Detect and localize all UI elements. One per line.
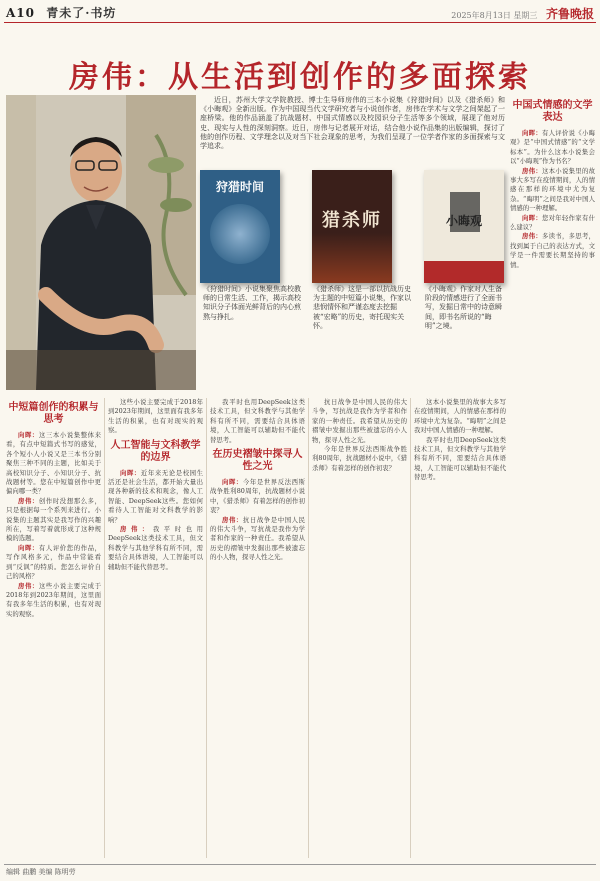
- header-rule: [4, 22, 596, 23]
- book-cover-1: [200, 170, 280, 283]
- column-3: 我平时也用DeepSeek这类技术工具，但文科教学与其他学科有所不同，需要结合具体语境，人工智能可以辅助但不能代替思考。 在历史褶皱中探寻人性之光 向晖：今年是世界反法西斯战争胜利80周年，抗战题材小说中，《猎杀师》有着怎样的创作初衷？ 房伟：抗日战争是中国人民的伟大斗争，写抗战是我作为学者和作家的一种责任。我希望从历史的褶皱中发掘出那些被遗忘的小人物，探寻人性之光。: [210, 398, 305, 562]
- column-2: 这些小说主要完成于2018年到2023年期间，这里面有我多年生活的积累，也有对现实的观察。 人工智能与文科教学的边界 向晖：近年来无论是校园生活还是社会生活，都开始大量出现各种新的技术和观念，像人工智能、DeepSeek这些。您如何看待人工智能对文科教学的影响？ 房伟：我平时也用DeepSeek这类技术工具，但文科教学与其他学科有所不同，需要结合具体语境，人工智能可以辅助但不能代替思考。: [108, 398, 203, 571]
- section-2-title: 人工智能与文科教学的边界: [110, 439, 201, 463]
- page-number: A10: [6, 6, 36, 20]
- page-footer: 编辑 曲鹏 美编 陈明劳: [6, 868, 76, 876]
- column-divider: [410, 398, 411, 858]
- footer-rule: [4, 864, 596, 865]
- portrait-illustration: [6, 95, 196, 390]
- page-title: 房伟：从生活到创作的多面探索: [69, 60, 531, 95]
- issue-date: 2025年8月13日 星期三: [451, 11, 538, 20]
- page-header: [6, 4, 116, 21]
- book-cover-3: [424, 170, 504, 283]
- book-title-3: 小晦观: [445, 214, 482, 228]
- book-caption-1: 《狩猎时间》小说集聚焦高校教师的日常生活、工作，揭示高校知识分子体面光鲜背后的内心煎熬与挣扎。: [203, 285, 301, 321]
- book-title-2: 猎杀师: [322, 210, 382, 231]
- book-cover-2: [312, 170, 392, 283]
- section-4-title: 中国式情感的文学表达: [512, 100, 593, 123]
- book-title-1: 狩猎时间: [215, 180, 264, 194]
- section-3-title: 在历史褶皱中探寻人性之光: [212, 449, 303, 473]
- newspaper-logo: 齐鲁晚报: [545, 7, 594, 21]
- column-divider: [206, 398, 207, 858]
- header-meta: [451, 5, 594, 22]
- book-caption-3: 《小晦观》作家对人生备阶段的情感进行了全面书写，发掘日常中的诗意瞬间，即书名所说的“晦明”之境。: [425, 285, 502, 330]
- column-1: 中短篇创作的积累与思考 向晖：这三本小说集整体来看，有点中短篇式书写的感觉，各个短小人小说又是三本书分别聚焦三种不同的主题，比如关于高校知识分子、小知识分子、抗战题材等。您在中短篇创作中更偏向哪一类？ 房伟：创作时没想那么多，只是根据每一个系列来进行。小说集的主题其实是我写作的兴趣所在，写着写着就形成了这种规模的选题。 向晖：有人评价您的作品，写作风格多元，作品中常能看到“反讽”的特质。您怎么评价自己的风格？ 房伟：这些小说主要完成于2018年到2023年期间，这里面有我多年生活的积累，也有对现实的观察。: [6, 402, 101, 618]
- author-portrait: [6, 95, 196, 390]
- book-caption-2: 《猎杀师》这是一部以抗战历史为主题的中短篇小说集，作家以悲悯情怀和严谨态度去挖掘被“宏略”的历史，寄托现实关怀。: [313, 285, 411, 330]
- section-name: 青未了·书坊: [46, 6, 117, 20]
- section-1-title: 中短篇创作的积累与思考: [8, 402, 99, 425]
- column-5: 这本小说集里的故事大多写在疫情期间，人的情感在那样的环境中尤为复杂。“晦明”之间是我对中国人情感的一种理解。 我平时也用DeepSeek这类技术工具，但文科教学与其他学科有所不同，需要结合具体语境，人工智能可以辅助但不能代替思考。: [414, 398, 506, 482]
- column-4: 抗日战争是中国人民的伟大斗争，写抗战是我作为学者和作家的一种责任。我希望从历史的褶皱中发掘出那些被遗忘的小人物，探寻人性之光。 今年是世界反法西斯战争胜利80周年，抗战题材小说中，《猎杀师》有着怎样的创作初衷？: [312, 398, 407, 472]
- column-divider: [308, 398, 309, 858]
- column-right: 中国式情感的文学表达 向晖：有人评价说《小晦观》是“中国式情感”的“文学标本”。为什么这本小说集会以“小晦观”作为书名？ 房伟：这本小说集里的故事大多写在疫情期间，人的情感在那样的环境中尤为复杂。“晦明”之间是我对中国人情感的一种理解。 向晖：您对年轻作家有什么建议？ 房伟：多读书，多思考，找到属于自己的表达方式，文学是一件需要长期坚持的事情。: [510, 100, 595, 269]
- column-divider: [104, 398, 105, 858]
- article-intro: 近日，苏州大学文学院教授、博士生导师房伟的三本小说集《狩猎时间》以及《猎杀师》和《小晦观》全新出版。作为中国现当代文学研究者与小说创作者，房伟在学术与文学之间架起了一座桥梁。他的作品涵盖了抗战题材、中国式情感以及校园识分子生活等多个领域，展现了他对历史、现实与人性的深刻洞察。近日，房伟与记者展开对话，结合他小说作品集的出版编辑，探讨了他的创作历程、文学理念以及对当下社会现象的思考，为我们呈现了一位学者作家的多面探索与文学追求。: [200, 96, 505, 151]
